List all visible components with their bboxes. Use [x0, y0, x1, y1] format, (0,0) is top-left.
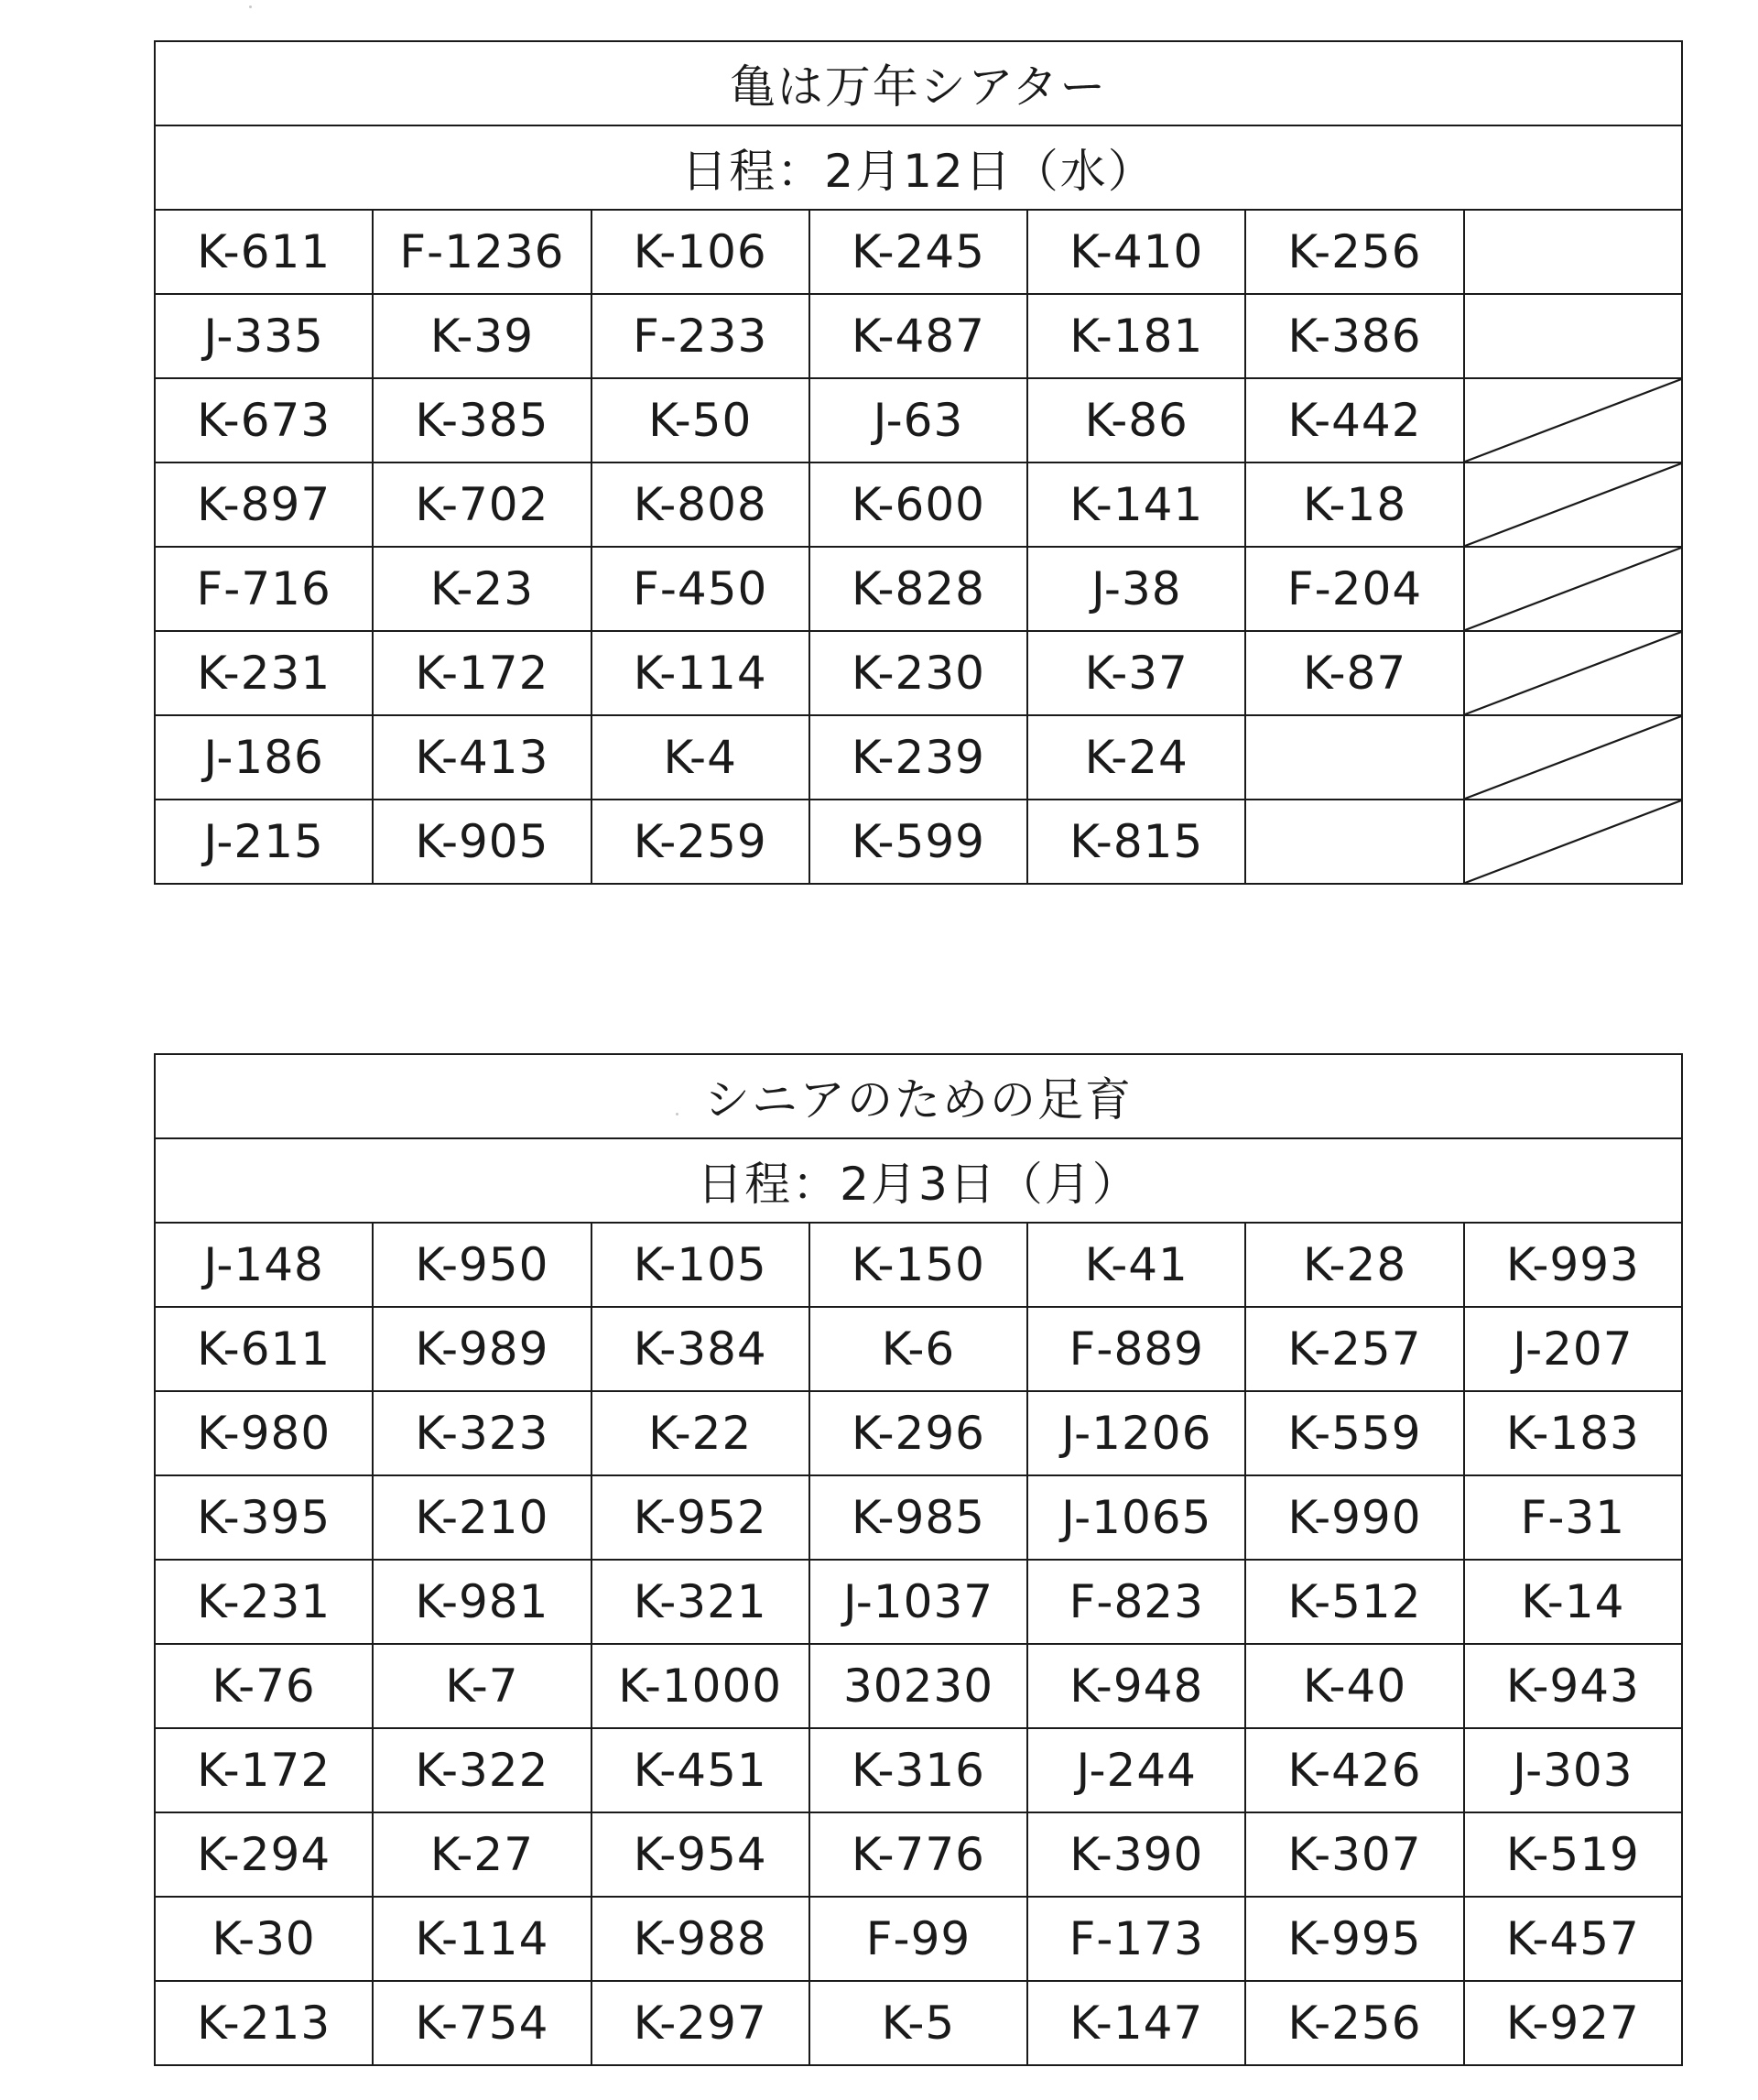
code-cell: J-63 [809, 378, 1027, 462]
code-cell: J-186 [155, 715, 373, 800]
code-cell: F-823 [1027, 1560, 1245, 1644]
code-cell: K-413 [373, 715, 591, 800]
code-cell: K-172 [155, 1728, 373, 1812]
table-row [155, 1981, 1682, 2065]
code-cell: K-37 [1027, 631, 1245, 715]
table-row [155, 1307, 1682, 1391]
code-cell: K-981 [373, 1560, 591, 1644]
code-cell: K-294 [155, 1812, 373, 1897]
code-cell: K-386 [1245, 294, 1463, 378]
code-cell: K-599 [809, 800, 1027, 884]
table-title-row [155, 41, 1682, 125]
code-cell: K-39 [373, 294, 591, 378]
code-cell: J-1206 [1027, 1391, 1245, 1475]
code-cell: K-322 [373, 1728, 591, 1812]
code-cell: K-559 [1245, 1391, 1463, 1475]
code-cell: F-233 [591, 294, 809, 378]
table-row [155, 462, 1682, 547]
schedule-table-1 [154, 40, 1683, 885]
code-cell: K-86 [1027, 378, 1245, 462]
struck-cell [1464, 547, 1682, 631]
code-cell: K-40 [1245, 1644, 1463, 1728]
code-cell: F-889 [1027, 1307, 1245, 1391]
code-cell: K-808 [591, 462, 809, 547]
code-cell: K-213 [155, 1981, 373, 2065]
code-cell: J-215 [155, 800, 373, 884]
code-cell: K-989 [373, 1307, 591, 1391]
struck-cell [1464, 715, 1682, 800]
code-cell: K-395 [155, 1475, 373, 1560]
code-cell: K-426 [1245, 1728, 1463, 1812]
code-cell: F-99 [809, 1897, 1027, 1981]
code-cell: K-457 [1464, 1897, 1682, 1981]
event-schedule: 日程：2月12日（水） [155, 125, 1682, 210]
code-cell: K-384 [591, 1307, 809, 1391]
code-cell: F-716 [155, 547, 373, 631]
code-cell: K-181 [1027, 294, 1245, 378]
code-cell: J-1037 [809, 1560, 1027, 1644]
schedule-table-2 [154, 1053, 1683, 2066]
code-cell: K-995 [1245, 1897, 1463, 1981]
code-cell: K-323 [373, 1391, 591, 1475]
code-cell: K-980 [155, 1391, 373, 1475]
struck-cell [1464, 800, 1682, 884]
code-cell: K-210 [373, 1475, 591, 1560]
struck-cell [1464, 631, 1682, 715]
code-cell: K-27 [373, 1812, 591, 1897]
code-cell: K-390 [1027, 1812, 1245, 1897]
code-cell: K-114 [373, 1897, 591, 1981]
table-row [155, 547, 1682, 631]
code-cell: K-673 [155, 378, 373, 462]
code-cell: K-512 [1245, 1560, 1463, 1644]
table-row [155, 1644, 1682, 1728]
code-cell: K-150 [809, 1223, 1027, 1307]
code-cell: K-231 [155, 631, 373, 715]
code-cell: K-954 [591, 1812, 809, 1897]
event-schedule: 日程：2月3日（月） [155, 1138, 1682, 1223]
code-cell: K-259 [591, 800, 809, 884]
code-cell: K-50 [591, 378, 809, 462]
code-cell: K-985 [809, 1475, 1027, 1560]
code-cell: K-905 [373, 800, 591, 884]
code-cell: F-204 [1245, 547, 1463, 631]
table-row [155, 1560, 1682, 1644]
code-cell: K-776 [809, 1812, 1027, 1897]
table-schedule-row [155, 1138, 1682, 1223]
code-cell: K-451 [591, 1728, 809, 1812]
code-cell: J-148 [155, 1223, 373, 1307]
table-row [155, 1728, 1682, 1812]
code-cell: K-30 [155, 1897, 373, 1981]
code-cell: K-18 [1245, 462, 1463, 547]
code-cell: J-244 [1027, 1728, 1245, 1812]
code-cell: K-5 [809, 1981, 1027, 2065]
code-cell: J-1065 [1027, 1475, 1245, 1560]
code-cell: K-6 [809, 1307, 1027, 1391]
code-cell: K-230 [809, 631, 1027, 715]
code-cell: K-257 [1245, 1307, 1463, 1391]
code-cell: K-410 [1027, 210, 1245, 294]
code-cell: K-316 [809, 1728, 1027, 1812]
empty-cell [1245, 800, 1463, 884]
code-cell: K-239 [809, 715, 1027, 800]
empty-cell [1464, 294, 1682, 378]
table-row [155, 210, 1682, 294]
table-row [155, 1391, 1682, 1475]
code-cell: J-38 [1027, 547, 1245, 631]
code-cell: K-519 [1464, 1812, 1682, 1897]
code-cell: K-231 [155, 1560, 373, 1644]
scan-speck [249, 5, 252, 8]
struck-cell [1464, 462, 1682, 547]
code-cell: K-256 [1245, 210, 1463, 294]
code-cell: K-14 [1464, 1560, 1682, 1644]
code-cell: K-990 [1245, 1475, 1463, 1560]
event-title: 亀は万年シアター [155, 41, 1682, 125]
code-cell: J-335 [155, 294, 373, 378]
code-cell: K-828 [809, 547, 1027, 631]
code-cell: J-207 [1464, 1307, 1682, 1391]
code-cell: K-4 [591, 715, 809, 800]
code-cell: K-815 [1027, 800, 1245, 884]
code-cell: K-948 [1027, 1644, 1245, 1728]
code-cell: K-897 [155, 462, 373, 547]
code-cell: 30230 [809, 1644, 1027, 1728]
code-cell: K-321 [591, 1560, 809, 1644]
code-cell: K-988 [591, 1897, 809, 1981]
code-cell: K-952 [591, 1475, 809, 1560]
code-cell: K-927 [1464, 1981, 1682, 2065]
code-cell: K-754 [373, 1981, 591, 2065]
code-cell: K-702 [373, 462, 591, 547]
code-cell: K-172 [373, 631, 591, 715]
empty-cell [1245, 715, 1463, 800]
code-cell: K-245 [809, 210, 1027, 294]
code-cell: J-303 [1464, 1728, 1682, 1812]
code-cell: K-600 [809, 462, 1027, 547]
code-cell: K-76 [155, 1644, 373, 1728]
code-cell: F-1236 [373, 210, 591, 294]
code-cell: K-611 [155, 1307, 373, 1391]
code-cell: K-7 [373, 1644, 591, 1728]
code-cell: K-487 [809, 294, 1027, 378]
code-cell: K-28 [1245, 1223, 1463, 1307]
code-cell: K-22 [591, 1391, 809, 1475]
code-cell: K-183 [1464, 1391, 1682, 1475]
code-cell: K-993 [1464, 1223, 1682, 1307]
code-cell: F-173 [1027, 1897, 1245, 1981]
code-cell: K-943 [1464, 1644, 1682, 1728]
code-cell: K-385 [373, 378, 591, 462]
table-title-row [155, 1054, 1682, 1138]
code-cell: K-1000 [591, 1644, 809, 1728]
code-cell: K-23 [373, 547, 591, 631]
code-cell: K-611 [155, 210, 373, 294]
code-cell: K-307 [1245, 1812, 1463, 1897]
table-row [155, 715, 1682, 800]
code-cell: K-41 [1027, 1223, 1245, 1307]
struck-cell [1464, 378, 1682, 462]
scan-speck [676, 1113, 678, 1115]
event-title: シニアのための足育 [155, 1054, 1682, 1138]
code-cell: K-141 [1027, 462, 1245, 547]
table-row [155, 800, 1682, 884]
table-row [155, 1812, 1682, 1897]
table-schedule-row [155, 125, 1682, 210]
code-cell: K-114 [591, 631, 809, 715]
code-cell: K-297 [591, 1981, 809, 2065]
empty-cell [1464, 210, 1682, 294]
code-cell: K-24 [1027, 715, 1245, 800]
table-row [155, 1223, 1682, 1307]
table-row [155, 1897, 1682, 1981]
table-row [155, 294, 1682, 378]
table-row [155, 1475, 1682, 1560]
code-cell: K-87 [1245, 631, 1463, 715]
code-cell: K-105 [591, 1223, 809, 1307]
table-row [155, 631, 1682, 715]
table-row [155, 378, 1682, 462]
code-cell: F-450 [591, 547, 809, 631]
code-cell: K-106 [591, 210, 809, 294]
code-cell: K-256 [1245, 1981, 1463, 2065]
code-cell: K-296 [809, 1391, 1027, 1475]
code-cell: F-31 [1464, 1475, 1682, 1560]
code-cell: K-950 [373, 1223, 591, 1307]
code-cell: K-147 [1027, 1981, 1245, 2065]
code-cell: K-442 [1245, 378, 1463, 462]
